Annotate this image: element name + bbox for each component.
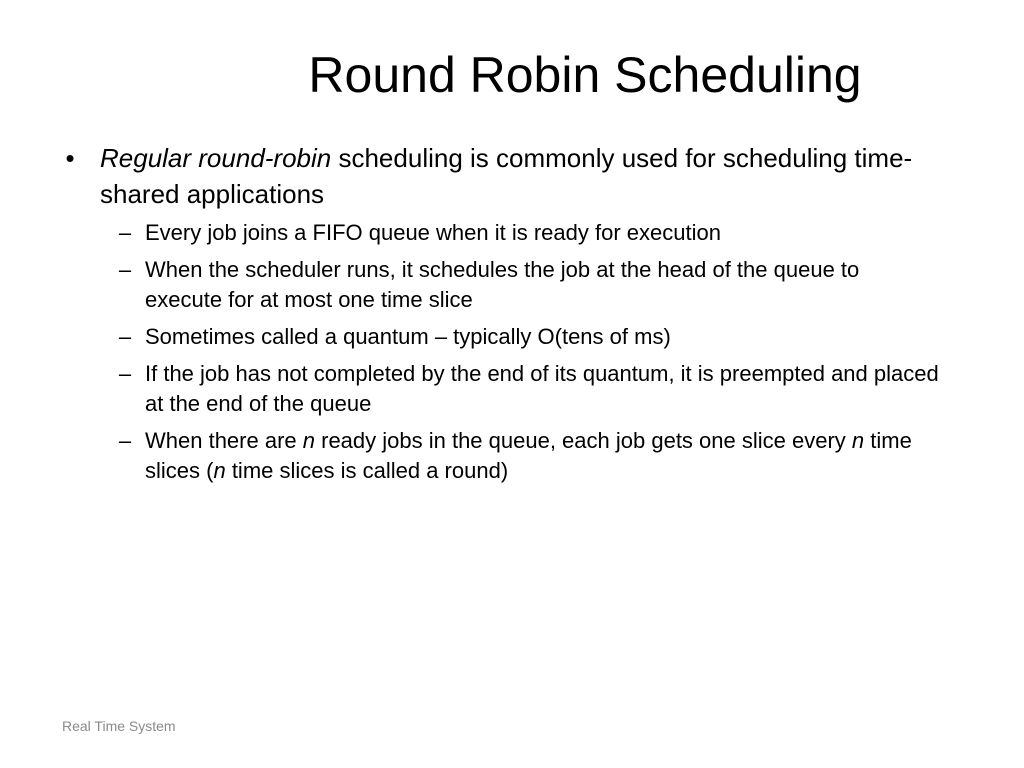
sub-bullet-item [118, 359, 940, 419]
bullet-item [60, 140, 940, 212]
sub-bullet-item [118, 255, 940, 315]
sub-bullet-item [118, 218, 940, 248]
sub-bullet-item [118, 426, 940, 486]
bullet-marker: • [65, 143, 75, 173]
sub-bullet-list [60, 218, 940, 486]
sub-bullet-marker: – [118, 324, 132, 349]
sub-bullet-text: time slices is called a round) [225, 458, 509, 483]
sub-bullet-text: When the scheduler runs, it schedules the job at the head of the queue to execute for at most one time slice [145, 257, 860, 312]
sub-bullet-marker: – [118, 428, 132, 453]
bullet-text: scheduling is commonly used for scheduling time-shared applications [100, 143, 913, 209]
slide-footer: Real Time System [62, 718, 176, 734]
sub-bullet-text: Sometimes called a quantum – typically O(tens of ms) [145, 324, 671, 349]
sub-bullet-marker: – [118, 220, 132, 245]
sub-bullet-marker: – [118, 361, 132, 386]
sub-bullet-text: If the job has not completed by the end of its quantum, it is preempted and placed at the end of the queue [145, 361, 939, 416]
slide-content [60, 140, 940, 493]
slide-title: Round Robin Scheduling [308, 47, 862, 103]
sub-bullet-text: When there are [145, 428, 303, 453]
sub-bullet-italic-text: n [851, 428, 865, 453]
sub-bullet-text: ready jobs in the queue, each job gets one slice every [315, 428, 852, 453]
sub-bullet-italic-text: n [302, 428, 315, 453]
sub-bullet-italic-text: n [213, 458, 226, 483]
bullet-italic-lead: Regular round-robin [100, 143, 332, 173]
sub-bullet-text: Every job joins a FIFO queue when it is ready for execution [145, 220, 721, 245]
sub-bullet-item [118, 322, 940, 352]
sub-bullet-marker: – [118, 257, 132, 282]
sub-bullet-text: time slices ( [145, 428, 912, 483]
